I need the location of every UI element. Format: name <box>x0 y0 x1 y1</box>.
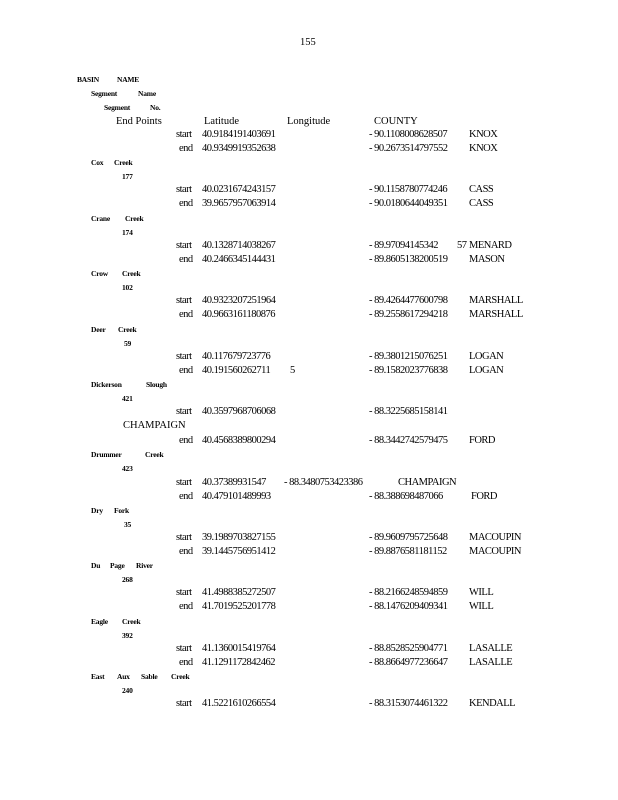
row-latitude: 40.1328714038267 <box>202 240 276 251</box>
row-longitude: - 88.8528525904771 <box>369 643 448 654</box>
row-kind: end <box>179 657 193 668</box>
row-latitude: 39.1445756951412 <box>202 546 276 557</box>
segment-name-word: Creek <box>171 672 190 681</box>
row-latitude: 39.9657957063914 <box>202 198 276 209</box>
row-longitude: - 90.1158780774246 <box>369 184 448 195</box>
row-longitude: - 89.2558617294218 <box>369 309 448 320</box>
segment-number: 59 <box>124 339 132 348</box>
row-kind: start <box>176 698 192 709</box>
segment-name-word: Creek <box>118 325 137 334</box>
segment-name-word: Deer <box>91 325 106 334</box>
row-latitude: 40.9323207251964 <box>202 295 276 306</box>
row-county: FORD <box>469 435 496 446</box>
row-longitude: - 88.3153074461322 <box>369 698 448 709</box>
row-county: KNOX <box>469 143 498 154</box>
header-latitude: Latitude <box>204 116 239 127</box>
row-longitude: - 88.3480753423386 <box>284 477 363 488</box>
row-kind: start <box>176 643 192 654</box>
row-latitude: 41.4988385272507 <box>202 587 276 598</box>
row-latitude: 40.9184191403691 <box>202 129 276 140</box>
segment-name-word: Aux <box>117 672 130 681</box>
row-kind: start <box>176 587 192 598</box>
segment-name-word: Du <box>91 561 101 570</box>
row-kind: end <box>179 435 193 446</box>
row-mid-value: 5 <box>290 365 295 376</box>
row-latitude: 40.3597968706068 <box>202 406 276 417</box>
row-county: CASS <box>469 184 494 195</box>
row-longitude: - 89.3801215076251 <box>369 351 448 362</box>
row-county: CASS <box>469 198 494 209</box>
row-longitude: - 90.0180644049351 <box>369 198 448 209</box>
row-kind: start <box>176 129 192 140</box>
row-kind: start <box>176 477 192 488</box>
row-county: WILL <box>469 601 494 612</box>
row-longitude: - 89.1582023776838 <box>369 365 448 376</box>
row-longitude: - 88.388698487066 <box>369 491 443 502</box>
segment-name-word: Crow <box>91 269 108 278</box>
row-county: MARSHALL <box>469 295 523 306</box>
row-longitude: - 88.8664977236647 <box>369 657 448 668</box>
row-latitude: 41.1360015419764 <box>202 643 276 654</box>
header-segment-name: Name <box>138 89 156 98</box>
row-longitude: - 88.3442742579475 <box>369 435 448 446</box>
row-longitude: - 89.8876581181152 <box>369 546 447 557</box>
row-county: MACOUPIN <box>469 532 522 543</box>
header-county: COUNTY <box>374 116 418 127</box>
segment-name-word: Crane <box>91 214 110 223</box>
row-kind: end <box>179 198 193 209</box>
row-extra-value: 57 <box>457 240 467 251</box>
segment-name-word: River <box>136 561 153 570</box>
row-latitude: 40.9663161180876 <box>202 309 275 320</box>
segment-name-word: Creek <box>122 617 141 626</box>
header-basin: BASIN <box>77 75 99 84</box>
header-segment: Segment <box>91 89 118 98</box>
segment-name-word: Sable <box>141 672 158 681</box>
row-kind: end <box>179 143 193 154</box>
segment-name-word: Drummer <box>91 450 122 459</box>
row-county: MARSHALL <box>469 309 523 320</box>
segment-number: 268 <box>122 575 133 584</box>
row-kind: start <box>176 351 192 362</box>
row-longitude: - 90.1108008628507 <box>369 129 448 140</box>
row-kind: end <box>179 546 193 557</box>
segment-name-word: Creek <box>114 158 133 167</box>
row-latitude: 41.1291172842462 <box>202 657 275 668</box>
row-kind: start <box>176 406 192 417</box>
row-county: CHAMPAIGN <box>398 477 457 488</box>
segment-name-word: Dry <box>91 506 103 515</box>
row-county: LASALLE <box>469 657 513 668</box>
header-segment-2: Segment <box>104 103 131 112</box>
row-county: LOGAN <box>469 351 504 362</box>
row-longitude: - 88.2166248594859 <box>369 587 448 598</box>
row-kind: end <box>179 254 193 265</box>
row-kind: end <box>179 365 193 376</box>
row-longitude: - 88.3225685158141 <box>369 406 448 417</box>
header-longitude: Longitude <box>287 116 331 127</box>
segment-name-word: Creek <box>145 450 164 459</box>
row-county: LOGAN <box>469 365 504 376</box>
row-county-wrapped: CHAMPAIGN <box>123 420 186 431</box>
segment-name-word: Slough <box>146 380 167 389</box>
row-longitude: - 88.1476209409341 <box>369 601 448 612</box>
segment-number: 392 <box>122 631 133 640</box>
segment-name-word: Page <box>110 561 125 570</box>
row-longitude: - 89.8605138200519 <box>369 254 448 265</box>
segment-name-word: Dickerson <box>91 380 122 389</box>
row-latitude: 41.7019525201778 <box>202 601 276 612</box>
row-kind: end <box>179 601 193 612</box>
segment-name-word: Creek <box>122 269 141 278</box>
row-kind: end <box>179 491 193 502</box>
row-county: KNOX <box>469 129 498 140</box>
row-latitude: 40.191560262711 <box>202 365 271 376</box>
segment-name-word: Fork <box>114 506 130 515</box>
segment-number: 240 <box>122 686 133 695</box>
row-county: LASALLE <box>469 643 513 654</box>
row-latitude: 40.4568389800294 <box>202 435 276 446</box>
row-longitude: - 90.2673514797552 <box>369 143 448 154</box>
row-latitude: 40.37389931547 <box>202 477 266 488</box>
row-latitude: 40.117679723776 <box>202 351 271 362</box>
segment-name-word: East <box>91 672 105 681</box>
segment-name-word: Cox <box>91 158 104 167</box>
row-kind: end <box>179 309 193 320</box>
header-end-points: End Points <box>116 116 162 127</box>
segment-number: 421 <box>122 394 133 403</box>
row-latitude: 41.5221610266554 <box>202 698 276 709</box>
row-longitude: - 89.9609795725648 <box>369 532 448 543</box>
row-county: FORD <box>471 491 498 502</box>
row-longitude: - 89.97094145342 <box>369 240 438 251</box>
row-county: WILL <box>469 587 494 598</box>
header-name: NAME <box>117 75 140 84</box>
row-latitude: 39.1989703827155 <box>202 532 276 543</box>
row-county: MACOUPIN <box>469 546 522 557</box>
segment-number: 423 <box>122 464 133 473</box>
row-latitude: 40.0231674243157 <box>202 184 276 195</box>
segment-name-word: Eagle <box>91 617 108 626</box>
row-longitude: - 89.4264477600798 <box>369 295 448 306</box>
segment-number: 174 <box>122 228 133 237</box>
row-kind: start <box>176 532 192 543</box>
row-county: KENDALL <box>469 698 516 709</box>
row-latitude: 40.2466345144431 <box>202 254 276 265</box>
segment-number: 102 <box>122 283 133 292</box>
segment-name-word: Creek <box>125 214 144 223</box>
row-kind: start <box>176 295 192 306</box>
segment-number: 35 <box>124 520 132 529</box>
header-no: No. <box>150 103 161 112</box>
row-kind: start <box>176 240 192 251</box>
row-county: MASON <box>469 254 505 265</box>
row-kind: start <box>176 184 192 195</box>
row-county: MENARD <box>469 240 512 251</box>
page-number: 155 <box>300 37 316 48</box>
segment-number: 177 <box>122 172 133 181</box>
row-latitude: 40.479101489993 <box>202 491 271 502</box>
row-latitude: 40.9349919352638 <box>202 143 276 154</box>
